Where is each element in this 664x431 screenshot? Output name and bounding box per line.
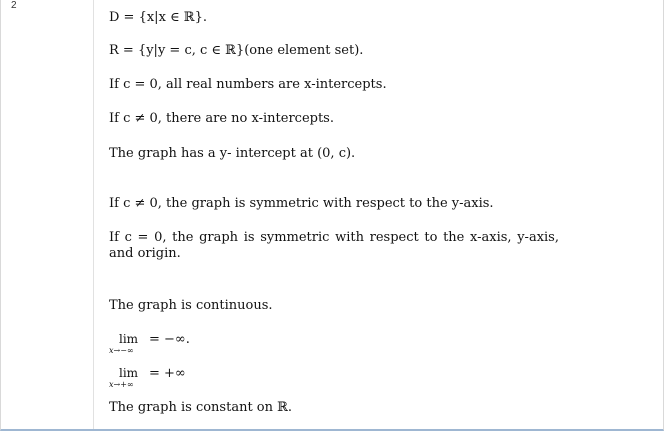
limit-word: lim	[119, 332, 139, 346]
constant-statement: The graph is constant on ℝ.	[109, 400, 293, 415]
row-number: 2	[11, 0, 17, 11]
row-gutter	[1, 0, 94, 429]
limit-value: = +∞	[149, 366, 186, 381]
limit-subscript: x→+∞	[109, 380, 134, 389]
x-intercepts-zero-statement: If c = 0, all real numbers are x-intercepts.	[109, 77, 387, 92]
limit-word: lim	[119, 366, 139, 380]
y-intercept-statement: The graph has a y- intercept at (0, c).	[109, 146, 356, 161]
limit-subscript: x→−∞	[109, 346, 134, 355]
symmetry-zero-statement: If c = 0, the graph is symmetric with respect to the x-axis, y-axis, and origin.	[109, 230, 559, 261]
domain-statement: D = {x|x ∈ ℝ}.	[109, 10, 207, 25]
limit-value: = −∞.	[149, 332, 190, 347]
continuity-statement: The graph is continuous.	[109, 298, 273, 313]
x-intercepts-nonzero-statement: If c ≠ 0, there are no x-intercepts.	[109, 111, 334, 126]
range-statement: R = {y|y = c, c ∈ ℝ}(one element set).	[109, 43, 364, 58]
symmetry-nonzero-statement: If c ≠ 0, the graph is symmetric with respect to the y-axis.	[109, 196, 494, 211]
